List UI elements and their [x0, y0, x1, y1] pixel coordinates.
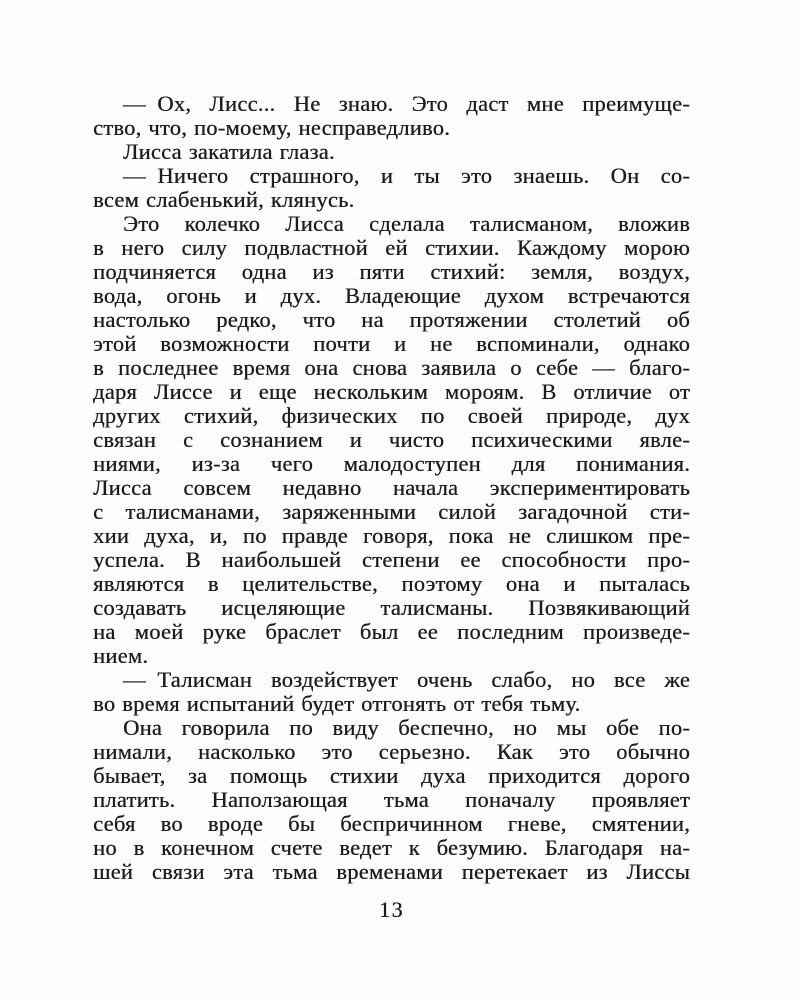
text-line: нием.	[93, 644, 149, 668]
text-line: — Ничего страшного, и ты это знаешь. Он со-	[123, 164, 690, 188]
text-line: хии духа, и, по правде говоря, пока не слишком пре-	[93, 524, 690, 548]
text-line: с талисманами, заряженными силой загадочной сти-	[93, 500, 690, 524]
text-line: Она говорила по виду беспечно, но мы обе по-	[123, 716, 690, 740]
text-line: подчиняется одна из пяти стихий: земля, воздух,	[93, 260, 690, 284]
text-line: других стихий, физических по своей природе, дух	[93, 404, 690, 428]
text-line: в последнее время она снова заявила о себе — благо-	[93, 356, 690, 380]
text-line: являются в целительстве, поэтому она и пыталась	[93, 572, 690, 596]
text-line: ство, что, по-моему, несправедливо.	[93, 116, 451, 140]
text-line: платить. Наползающая тьма поначалу проявляет	[93, 788, 690, 812]
text-line: себя во вроде бы беспричинном гневе, смятении,	[93, 812, 690, 836]
text-line: создавать исцеляющие талисманы. Позвякивающий	[93, 596, 690, 620]
text-line: во время испытаний будет отгонять от тебя тьму.	[93, 692, 581, 716]
text-line: вода, огонь и дух. Владеющие духом встречаются	[93, 284, 690, 308]
text-line: этой возможности почти и не вспоминали, однако	[93, 332, 690, 356]
text-line: Лисса закатила глаза.	[123, 140, 335, 164]
text-line: ниями, из-за чего малодоступен для понимания.	[93, 452, 690, 476]
text-line: Это колечко Лисса сделала талисманом, вложив	[123, 212, 690, 236]
text-line: всем слабенький, клянусь.	[93, 188, 355, 212]
text-line: даря Лиссе и еще нескольким мороям. В отличие от	[93, 380, 690, 404]
text-line: бывает, за помощь стихии духа приходится дорого	[93, 764, 690, 788]
text-line: связан с сознанием и чисто психическими явле-	[93, 428, 690, 452]
text-line: успела. В наибольшей степени ее способности про-	[93, 548, 690, 572]
text-block	[93, 92, 690, 884]
page-number: 13	[379, 897, 404, 922]
text-line: настолько редко, что на протяжении столетий об	[93, 308, 690, 332]
text-line: нимали, насколько это серьезно. Как это обычно	[93, 740, 690, 764]
text-line: — Ох, Лисс... Не знаю. Это даст мне преимуще-	[123, 92, 690, 116]
text-line: на моей руке браслет был ее последним произведе-	[93, 620, 690, 644]
text-line: шей связи эта тьма временами перетекает из Лиссы	[93, 860, 690, 884]
text-line: в него силу подвластной ей стихии. Каждому морою	[93, 236, 690, 260]
text-line: Лисса совсем недавно начала экспериментировать	[93, 476, 690, 500]
text-line: но в конечном счете ведет к безумию. Благодаря на-	[93, 836, 690, 860]
text-line: — Талисман воздействует очень слабо, но все же	[123, 668, 690, 692]
